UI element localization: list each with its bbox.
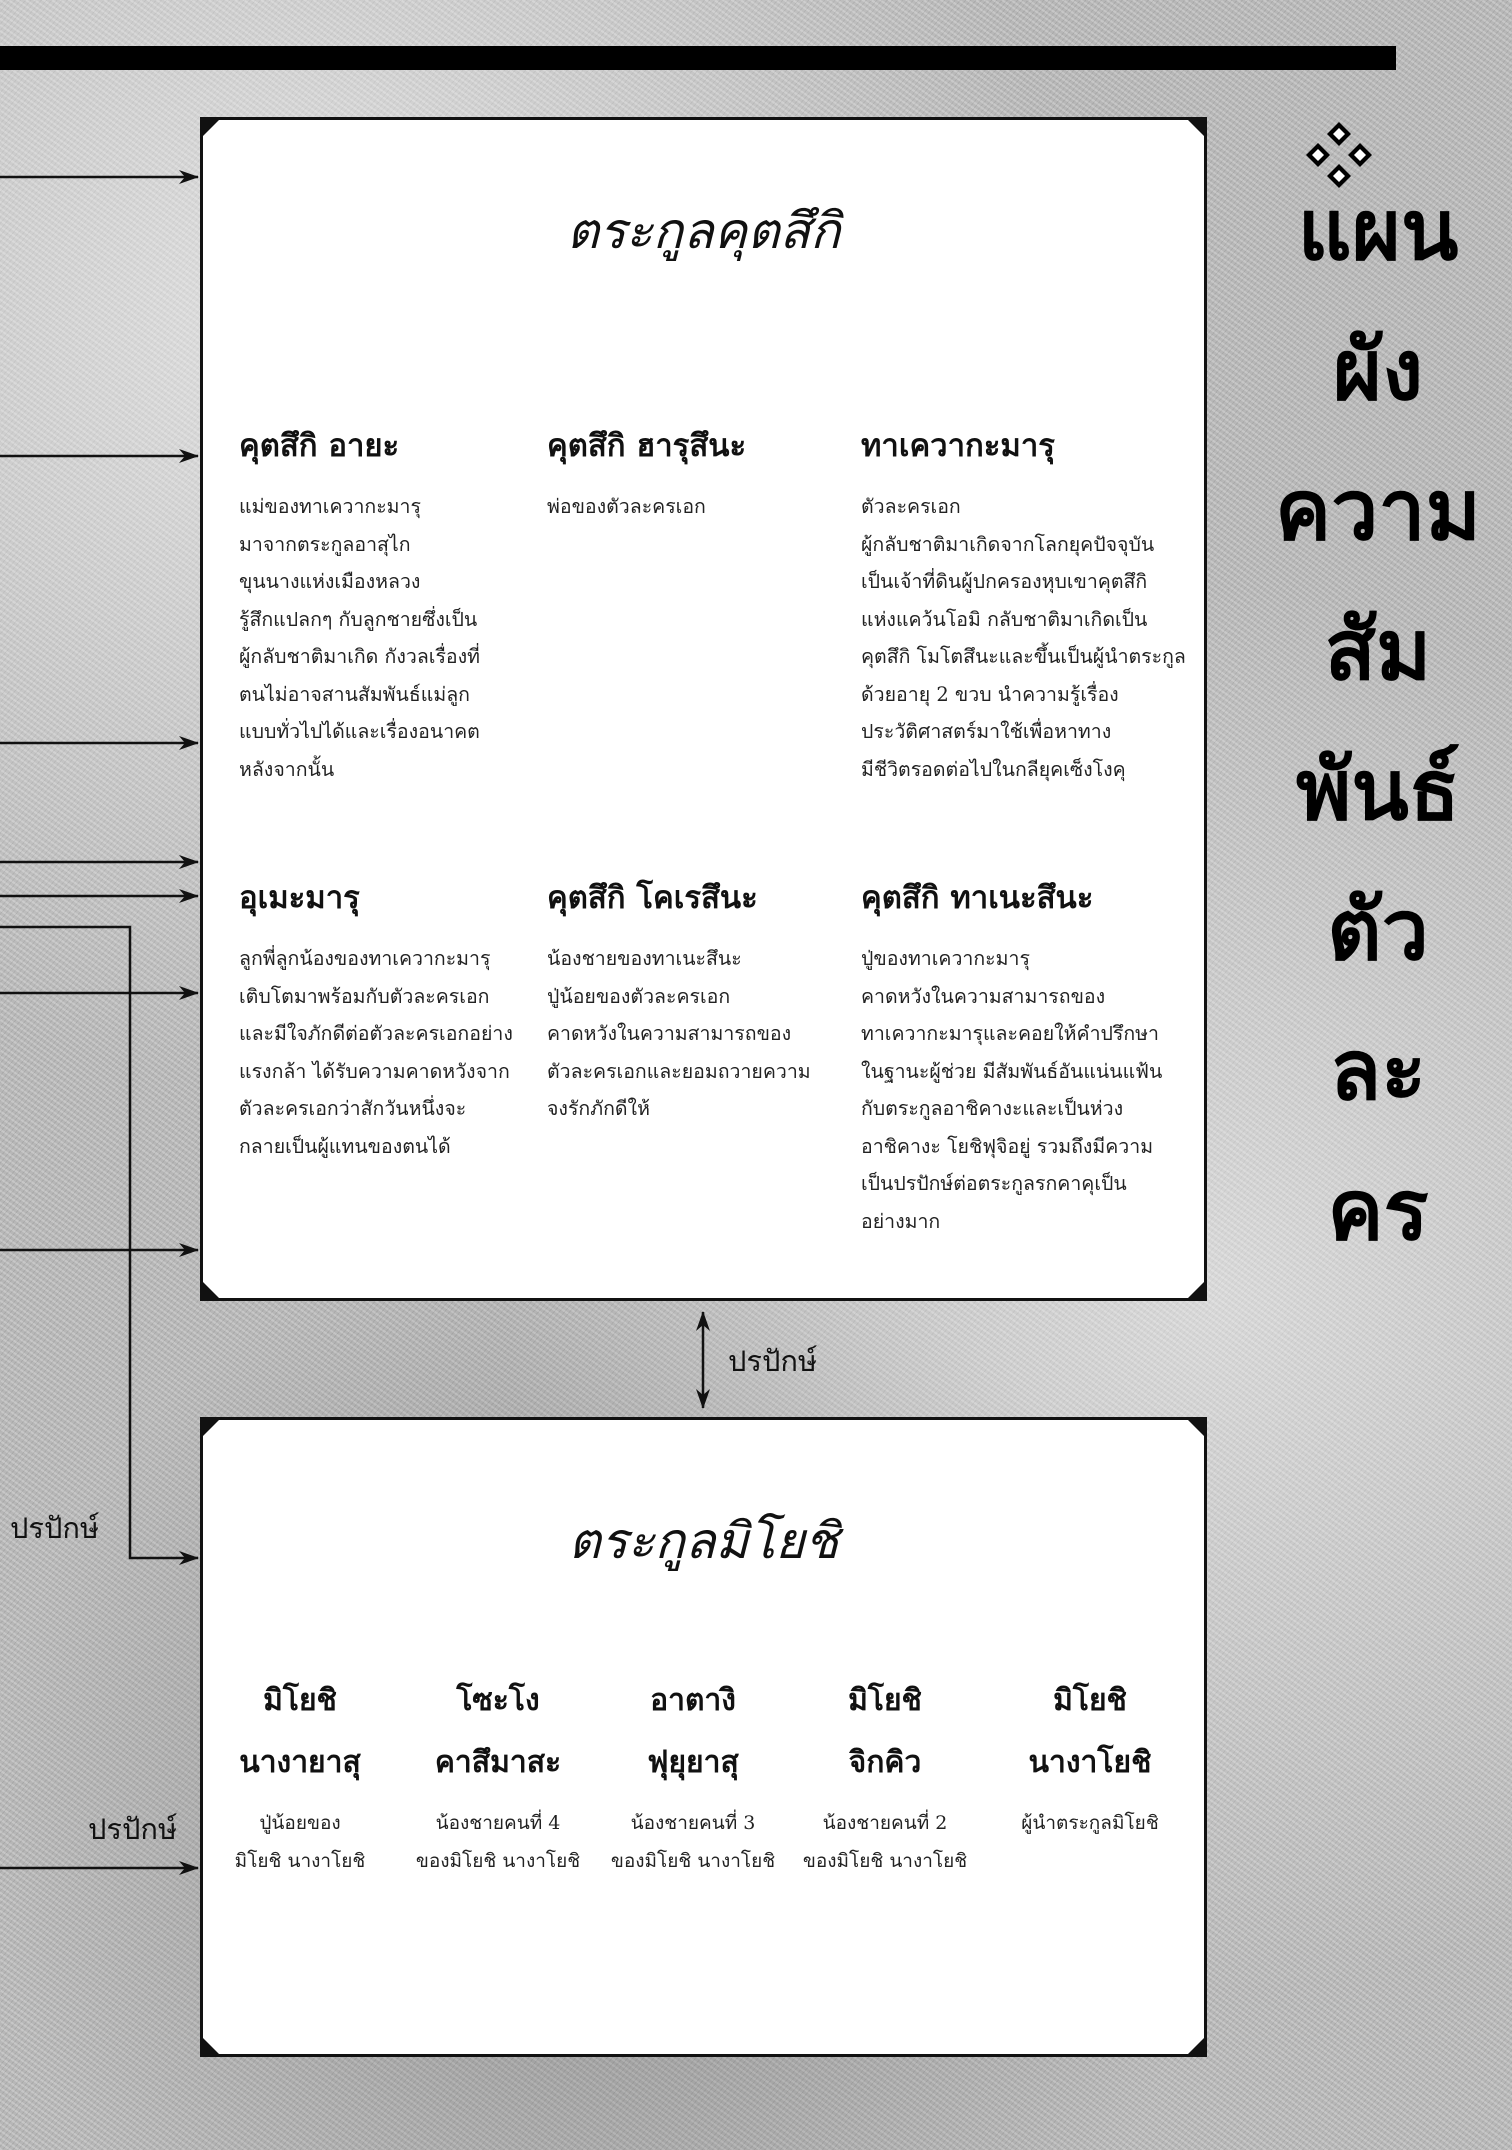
member-miyoshi-nagayoshi: [995, 1670, 1185, 1842]
panel-corner: [1185, 117, 1207, 139]
panel-corner: [200, 1279, 222, 1301]
kuto-clan-panel: [200, 117, 1207, 1301]
member-name: คุตสึกิ อายะ: [239, 428, 400, 464]
member-description: น้องชายคนที่ 3 ของมิโยชิ นางาโยชิ: [610, 1812, 776, 1872]
clan-title-miyoshi: ตระกูลมิโยชิ: [568, 1512, 839, 1570]
clan-title-kuto: ตระกูลคุตสึกิ: [566, 202, 841, 260]
member-kuto-aya: [239, 420, 539, 788]
member-sogo-kazumasa: [403, 1670, 593, 1880]
member-kuto-harutsuna: [547, 420, 847, 526]
member-description: พ่อของตัวละครเอก: [547, 495, 706, 518]
panel-corner: [200, 2035, 222, 2057]
title-line: พันธ์: [1295, 741, 1461, 839]
member-description: น้องชายของทาเนะสึนะ ปู่น้อยของตัวละครเอก คาดหวังในความสามารถของ ตัวละครเอกและยอมถวายความ จงรักภักดีให้: [547, 947, 811, 1120]
member-kuto-koretsuna: [547, 872, 847, 1128]
member-umemaru: [239, 872, 539, 1165]
member-name: คุตสึกิ โคเรสึนะ: [547, 880, 758, 916]
left-relation-label-2: ปรปักษ์: [88, 1812, 178, 1846]
panel-corner: [1185, 1279, 1207, 1301]
connector-line: [0, 927, 198, 1558]
member-description: ตัวละครเอก ผู้กลับชาติมาเกิดจากโลกยุคปัจจุบัน เป็นเจ้าที่ดินผู้ปกครองหุบเขาคุตสึกิ แห่งแคว้นโอมิ กลับชาติมาเกิดเป็น คุตสึกิ โมโตสึนะและขึ้นเป็นผู้นำตระกูล ด้วยอายุ 2 ขวบ นำความรู้เรื่อง ประวัติศาสตร์มาใช้เพื่อหาทาง มีชีวิตรอดต่อไปในกลียุคเซ็งโงคุ: [861, 495, 1186, 781]
panel-corner: [1185, 2035, 1207, 2057]
panel-corner: [200, 1417, 222, 1439]
left-relation-label-1: ปรปักษ์: [10, 1511, 100, 1545]
member-name: มิโยชิ นางายาสุ: [239, 1683, 361, 1780]
miyoshi-clan-panel: [200, 1417, 1207, 2057]
member-description: ผู้นำตระกูลมิโยชิ: [1021, 1812, 1159, 1834]
member-kuto-tanetsuna: [861, 872, 1191, 1240]
member-name: โซะโง คาสึมาสะ: [434, 1683, 562, 1780]
relation-label-rival: ปรปักษ์: [728, 1344, 818, 1378]
member-description: ปู่น้อยของ มิโยชิ นางาโยชิ: [234, 1812, 366, 1872]
member-takewakamaru: [861, 420, 1191, 788]
member-name: มิโยชิ นางาโยชิ: [1028, 1683, 1152, 1780]
title-line: ความ: [1275, 461, 1481, 559]
member-name: คุตสึกิ ทาเนะสึนะ: [861, 880, 1094, 916]
page-title: [1258, 160, 1498, 1280]
title-line: คร: [1327, 1161, 1429, 1259]
title-line: แผน: [1297, 181, 1459, 279]
member-name: ทาเควากะมารุ: [861, 428, 1055, 464]
title-line: ผัง: [1332, 321, 1424, 419]
member-atagi-fuyuyasu: [598, 1670, 788, 1880]
member-description: ลูกพี่ลูกน้องของทาเควากะมารุ เติบโตมาพร้อมกับตัวละครเอก และมีใจภักดีต่อตัวละครเอกอย่าง แรงกล้า ได้รับความคาดหวังจาก ตัวละครเอกว่าสักวันหนึ่งจะ กลายเป็นผู้แทนของตนได้: [239, 947, 513, 1158]
member-name: มิโยชิ จิกคิว: [848, 1683, 922, 1780]
member-name: อุเมะมารุ: [239, 880, 360, 916]
member-description: ปู่ของทาเควากะมารุ คาดหวังในความสามารถของ ทาเควากะมารุและคอยให้คำปรึกษา ในฐานะผู้ช่วย มีสัมพันธ์อันแน่นแฟ้น กับตระกูลอาชิคางะและเป็นห่วง อาชิคางะ โยชิฟุจิอยู่ รวมถึงมีความ เป็นปรปักษ์ต่อตระกูลรกคาคุเป็น อย่างมาก: [861, 947, 1163, 1233]
member-miyoshi-nagayasu: [205, 1670, 395, 1880]
title-line: ตัว: [1327, 881, 1429, 979]
member-description: น้องชายคนที่ 2 ของมิโยชิ นางาโยชิ: [802, 1812, 968, 1872]
member-description: น้องชายคนที่ 4 ของมิโยชิ นางาโยชิ: [415, 1812, 581, 1872]
panel-corner: [200, 117, 222, 139]
member-name: คุตสึกิ ฮารุสึนะ: [547, 428, 747, 464]
title-line: ละ: [1329, 1021, 1427, 1119]
panel-corner: [1185, 1417, 1207, 1439]
member-name: อาตางิ ฟุยุยาสุ: [647, 1683, 739, 1780]
title-line: สัม: [1324, 601, 1432, 699]
member-miyoshi-jikkyu: [790, 1670, 980, 1880]
member-description: แม่ของทาเควากะมารุ มาจากตระกูลอาสุไก ขุนนางแห่งเมืองหลวง รู้สึกแปลกๆ กับลูกชายซึ่งเป็น ผู้กลับชาติมาเกิด กังวลเรื่องที่ ตนไม่อาจสานสัมพันธ์แม่ลูก แบบทั่วไปได้และเรื่องอนาคต หลังจากนั้น: [239, 495, 480, 781]
